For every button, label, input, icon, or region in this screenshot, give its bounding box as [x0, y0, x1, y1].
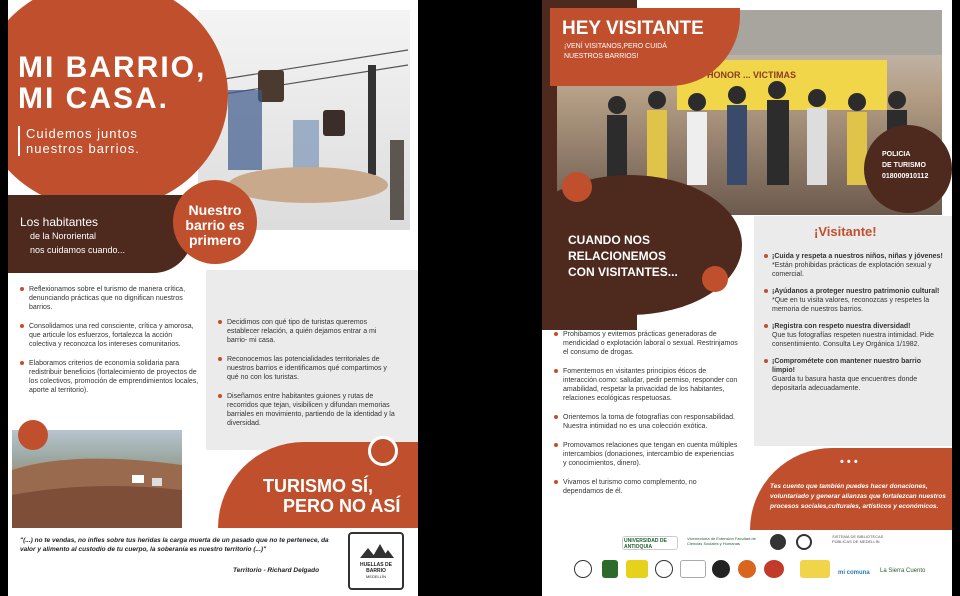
- visitante-list: [764, 252, 944, 401]
- list-item: Elaboramos criterios de economía solidaria para redistribuir beneficios (fortalecimiento de proyectos de los colectivos, promoción de emprendimientos locales, aporte al territorio).: [20, 359, 200, 395]
- cuando-heading: CUANDO NOS RELACIONEMOS CON VISITANTES...: [568, 233, 678, 279]
- list-item: Decidimos con qué tipo de turistas queremos establecer relación, a quién dejamos entrar a mi barrio- mi casa.: [218, 318, 398, 345]
- list-item: Diseñamos entre habitantes guiones y rutas de recorridos que tejan, visibilicen y difundan memorias barriales en movimiento, partiendo de la identidad y la diversidad.: [218, 392, 398, 428]
- hey-visitante-subtitle: ¡VENÍ VISITANOS,PERO CUIDÁ NUESTROS BARRIOS!: [564, 43, 667, 60]
- list-item: Fomentemos en visitantes principios éticos de interacción como: saludar, pedir permiso, responder con amabilidad, respetar la privacidad de los habitantes, relaciones ecológicas respetuosas.: [554, 367, 739, 403]
- logo-6: [712, 560, 730, 578]
- page-title: MI BARRIO, MI CASA.: [18, 51, 207, 115]
- hey-visitante-title: HEY VISITANTE: [562, 18, 704, 39]
- wall-text: HONOR ... VICTIMAS: [707, 70, 797, 80]
- list-item: Reflexionamos sobre el turismo de manera crítica, denunciando prácticas que no dignifican nuestros barrios.: [20, 285, 200, 312]
- emblem-logo: [770, 534, 786, 550]
- left-col1-list: [20, 285, 200, 405]
- logo-8: [764, 560, 784, 578]
- decor-circle: [562, 172, 592, 202]
- quote-text: "(...) no te vendas, no infles sobre tus heridas la carga muerta de un pasado que no te pertenece, da valor y alimento al custodio de tu cuerpo, la soberanía es nuestro territorio (...)": [20, 537, 329, 553]
- logo-4: [655, 560, 673, 578]
- right-flyer: [542, 0, 952, 596]
- left-col2-list: [218, 318, 398, 438]
- logo-2: [602, 560, 618, 578]
- seal-logo: [796, 534, 812, 550]
- list-item: Vivamos el turismo como complemento, no dependamos de él.: [554, 478, 739, 496]
- visitante-title: ¡Visitante!: [814, 224, 877, 239]
- sponsor-logos: [542, 530, 952, 596]
- visitante-item: ¡Cuida y respeta a nuestros niños, niñas y jóvenes! *Están prohibidas prácticas de explotación sexual y comercial.: [764, 252, 944, 279]
- donation-text: Tes cuento que también puedes hacer donaciones, voluntariado y generar alianzas que fortalezcan nuestros procesos sociales,culturales, artísticos y económicos.: [770, 483, 946, 510]
- quote-author: Territorio - Richard Delgado: [233, 567, 320, 574]
- visitante-item: ¡Registra con respeto nuestra diversidad! Que tus fotografías respeten nuestra intimidad. Pide consentimiento. Consulta Ley Orgánica 1/1982.: [764, 322, 944, 349]
- list-item: Reconocemos las potencialidades territoriales de nuestros barrios e identificamos qué compartimos y qué no con los turistas.: [218, 355, 398, 382]
- decor-circle: [18, 420, 48, 450]
- policia-turismo-circle: POLICIA DE TURISMO 018000910112: [864, 125, 952, 213]
- decor-circle-small: [702, 266, 728, 292]
- visitante-item: ¡Ayúdanos a proteger nuestro patrimonio cultural! *Que en tu visita valores, reconozcas y respetes la memoria de nuestros barrios.: [764, 287, 944, 314]
- houses-icon: [358, 538, 396, 560]
- list-item: Promovamos relaciones que tengan en cuenta múltiples intercambios (donaciones, intercambio de experiencias y conocimientos, dinero).: [554, 441, 739, 468]
- visitante-item: ¡Comprométete con mantener nuestro barrio limpio! Guarda tu basura hasta que encuentres donde depositarla adecuadamente.: [764, 357, 944, 393]
- logo-5: [680, 560, 706, 578]
- logo-1: [574, 560, 592, 578]
- turismo-heading: TURISMO SÍ, PERO NO ASÍ: [263, 476, 401, 516]
- bibliotecas-logo: SISTEMA DE BIBLIOTECAS PÚBLICAS DE MEDELLÍN: [832, 534, 884, 544]
- donation-dots: • • •: [840, 456, 858, 468]
- left-flyer: [8, 0, 418, 596]
- list-item: Consolidamos una red consciente, crítica y amorosa, que articule los esfuerzos, fortalezca la acción colectiva y reconozca los intereses comunitarios.: [20, 322, 200, 349]
- vicerrectoria-logo: Vicerrectoría de Extensión Facultad de Ciencias Sociales y Humanas: [687, 536, 756, 546]
- la-sierra-logo: La Sierra Cuento: [880, 568, 926, 574]
- subtitle: Cuidemos juntos nuestros barrios.: [18, 126, 140, 156]
- udea-logo: UNIVERSIDAD DE ANTIOQUIA: [622, 536, 678, 550]
- logo-9: [800, 560, 830, 578]
- list-item: Orientemos la toma de fotografías con responsabilidad. Nuestra intimidad no es una colección exótica.: [554, 413, 739, 431]
- logo-3: [626, 560, 648, 578]
- nuestro-barrio-badge: Nuestro barrio es primero: [173, 180, 257, 264]
- relacionemos-list: [554, 330, 739, 506]
- mi-comuna-logo: mi comuna: [838, 570, 870, 576]
- decor-circle-small: [368, 436, 398, 466]
- habitantes-text: Los habitantes de la Nororiental nos cuidamos cuando...: [20, 215, 126, 255]
- logo-7: [738, 560, 756, 578]
- huellas-de-barrio-logo: HUELLAS DE BARRIO MEDELLÍN: [348, 532, 404, 590]
- list-item: Prohibamos y evitemos prácticas generadoras de mendicidad o explotación laboral o sexual. Restrinjamos el consumo de drogas.: [554, 330, 739, 357]
